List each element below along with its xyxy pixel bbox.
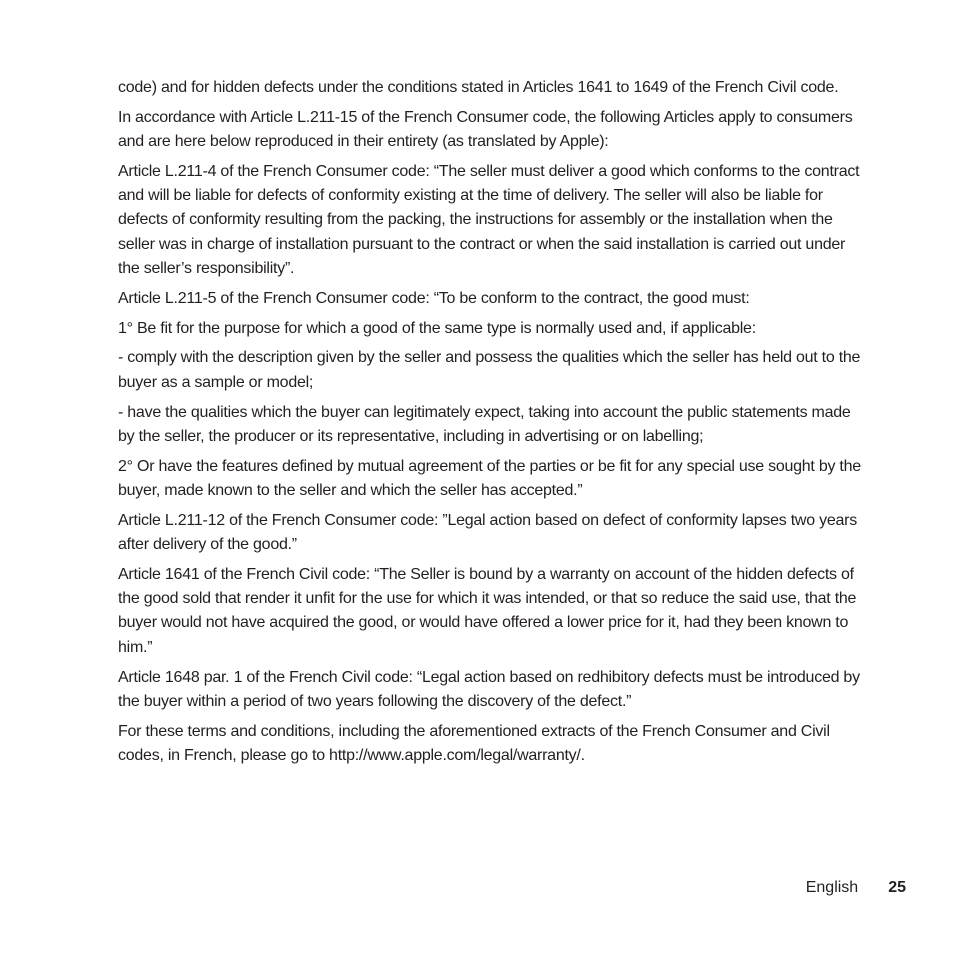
paragraph-bullet-qualities: - have the qualities which the buyer can legitimately expect, taking into account the public statements made by the seller, the producer or its representative, including in advertising or on labelling; [118, 403, 851, 445]
paragraph-article-1641: Article 1641 of the French Civil code: “The Seller is bound by a warranty on account of the hidden defects of the good sold that render it unfit for the use for which it was intended, or that so reduce the said use, that the buyer would not have acquired the good, or would have offered a lower price for it, had they been known to him.” [118, 565, 857, 656]
paragraph-condition-2: 2° Or have the features defined by mutual agreement of the parties or be fit for any special use sought by the buyer, made known to the seller and which the seller has accepted.” [118, 457, 861, 499]
paragraph-article-l211-12: Article L.211-12 of the French Consumer code: ”Legal action based on defect of conformity lapses two years after delivery of the good.” [118, 511, 857, 554]
paragraph-warranty-conditions: code) and for hidden defects under the conditions stated in Articles 1641 to 1649 of the French Civil code. [118, 79, 839, 96]
paragraph-bullet-description: - comply with the description given by the seller and possess the qualities which the seller has held out to the buyer as a sample or model; [118, 349, 861, 391]
page-footer [806, 876, 906, 900]
document-body [118, 76, 864, 774]
page-number: 25 [888, 879, 906, 896]
paragraph-article-l211-15: In accordance with Article L.211-15 of the French Consumer code, the following Articles apply to consumers and are here below reproduced in their entirety (as translated by Apple): [118, 108, 853, 151]
paragraph-article-l211-5: Article L.211-5 of the French Consumer code: “To be conform to the contract, the good must: [118, 289, 750, 307]
paragraph-condition-1: 1° Be fit for the purpose for which a good of the same type is normally used and, if applicable: [118, 319, 756, 337]
paragraph-article-l211-4: Article L.211-4 of the French Consumer code: “The seller must deliver a good which conforms to the contract and will be liable for defects of conformity existing at the time of delivery. The seller will also be liable for defects of conformity resulting from the packing, the instructions for assembly or the installation when the seller was in charge of installation pursuant to the contract or when the said installation is carried out under the seller’s responsibility”. [118, 162, 860, 278]
footer-language: English [805, 879, 859, 896]
paragraph-article-1648: Article 1648 par. 1 of the French Civil code: “Legal action based on redhibitory defects must be introduced by the buyer within a period of two years following the discovery of the defect.” [118, 668, 860, 710]
paragraph-terms-link: For these terms and conditions, including the aforementioned extracts of the French Consumer and Civil codes, in French, please go to http://www.apple.com/legal/warranty/. [118, 722, 830, 764]
